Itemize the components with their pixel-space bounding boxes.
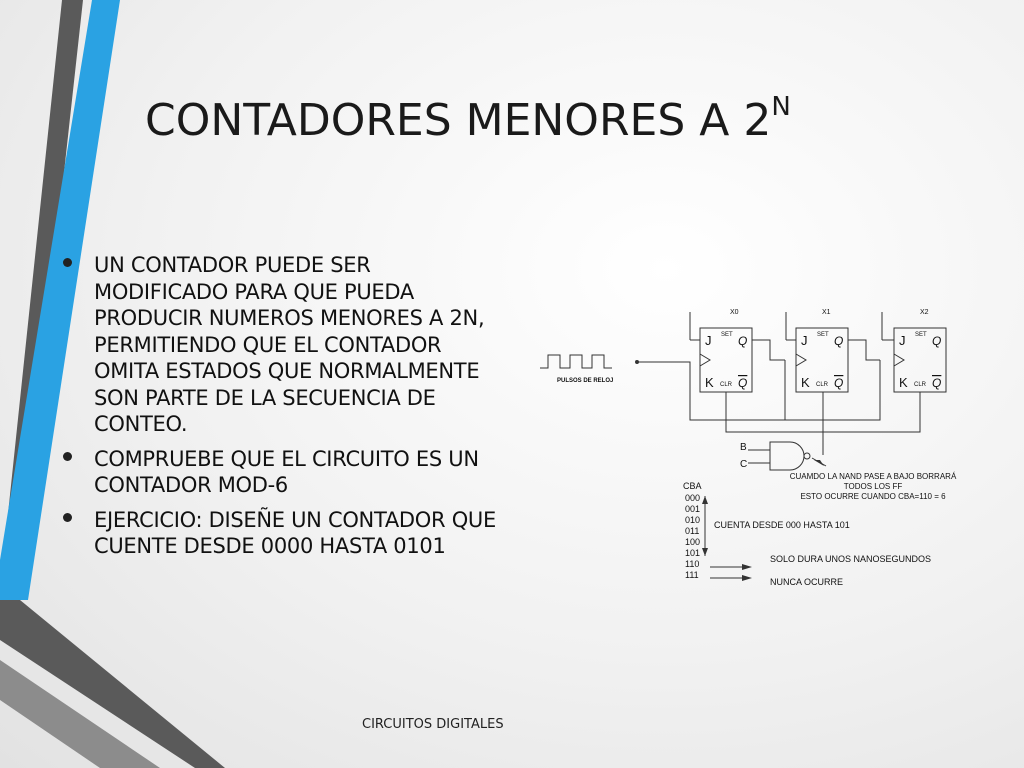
sequence-item: 101: [685, 548, 701, 558]
ff2-set-label: SET: [915, 332, 927, 338]
ff2-clr-label: CLR: [914, 382, 927, 388]
clock-triangle-1: [796, 354, 806, 366]
clock-triangle-2: [894, 354, 904, 366]
output-label-x2: X2: [920, 309, 929, 316]
tap-lines: [690, 312, 882, 340]
clear-bus: [726, 392, 920, 455]
sequence-item: 011: [685, 526, 700, 536]
sequence-item: 000: [685, 493, 701, 503]
gate-input-b: B: [740, 442, 747, 453]
sequence-item: 100: [685, 537, 701, 547]
clock-dot: [635, 360, 639, 364]
sequence-item: 001: [685, 504, 701, 514]
slide-footer: CIRCUITOS DIGITALES: [362, 717, 504, 732]
counter-circuit-diagram: [530, 300, 980, 600]
ff1-q-label: Q: [834, 334, 844, 348]
note-short: SOLO DURA UNOS NANOSEGUNDOS: [770, 554, 932, 564]
ff0-qbar-label: Q: [738, 376, 748, 390]
gate-input-c: C: [740, 459, 748, 470]
nand-input-wires: [748, 450, 770, 463]
count-arrowhead-up: [702, 496, 708, 504]
bullet-item: UN CONTADOR PUEDE SER MODIFICADO PARA QUE PUEDA PRODUCIR NUMEROS MENORES A 2N, PERMITIENDO QUE EL CONTADOR OMITA ESTADOS QUE NORMALMENTE SON PARTE DE LA SECUENCIA DE CONTEO.: [60, 252, 500, 438]
output-label-x0: X0: [730, 309, 739, 316]
clock-line: [638, 360, 880, 420]
note-never: NUNCA OCURRE: [770, 577, 844, 587]
ff0-q-label: Q: [738, 334, 748, 348]
output-label-x1: X1: [822, 309, 831, 316]
bullet-item: EJERCICIO: DISEÑE UN CONTADOR QUE CUENTE DESDE 0000 HASTA 0101: [60, 507, 500, 560]
title-superscript: N: [771, 92, 791, 122]
ff2-q-label: Q: [932, 334, 942, 348]
note-pointer: [812, 458, 826, 466]
ff1-j-label: J: [801, 333, 808, 348]
wire-ff1-ff2: [848, 340, 880, 360]
ff2-j-label: J: [899, 333, 906, 348]
note-count: CUENTA DESDE 000 HASTA 101: [714, 520, 850, 530]
slide-title: [145, 92, 791, 146]
count-arrowhead-down: [702, 548, 708, 556]
clock-waveform: [540, 355, 612, 368]
sequence-header: CBA: [683, 481, 702, 491]
ff0-j-label: J: [705, 333, 712, 348]
ff0-set-label: SET: [721, 332, 733, 338]
clock-triangle-0: [700, 354, 710, 366]
ff1-clr-label: CLR: [816, 382, 829, 388]
sequence-item: 110: [685, 559, 700, 569]
ff0-clr-label: CLR: [720, 382, 733, 388]
nand-note-line-3: ESTO OCURRE CUANDO CBA=110 = 6: [800, 492, 946, 501]
sequence-item: 010: [685, 515, 701, 525]
nand-bubble: [804, 453, 810, 459]
bullet-list: [60, 252, 500, 568]
ff1-k-label: K: [801, 375, 810, 390]
nand-note-line-1: CUAMDO LA NAND PASE A BAJO BORRARÁ: [789, 472, 957, 481]
wire-ff0-ff1: [752, 340, 785, 360]
nand-gate: [770, 442, 804, 470]
clock-label: PULSOS DE RELOJ: [557, 378, 614, 384]
ff0-k-label: K: [705, 375, 714, 390]
bullet-item: COMPRUEBE QUE EL CIRCUITO ES UN CONTADOR MOD-6: [60, 446, 500, 499]
ff2-qbar-label: Q: [932, 376, 942, 390]
note-arrowhead: [814, 460, 824, 466]
ff2-k-label: K: [899, 375, 908, 390]
sequence-item: 111: [685, 570, 699, 580]
title-main: CONTADORES MENORES A 2: [145, 95, 772, 146]
ff1-set-label: SET: [817, 332, 829, 338]
nand-note-line-2: TODOS LOS FF: [843, 482, 903, 491]
ff1-qbar-label: Q: [834, 376, 844, 390]
